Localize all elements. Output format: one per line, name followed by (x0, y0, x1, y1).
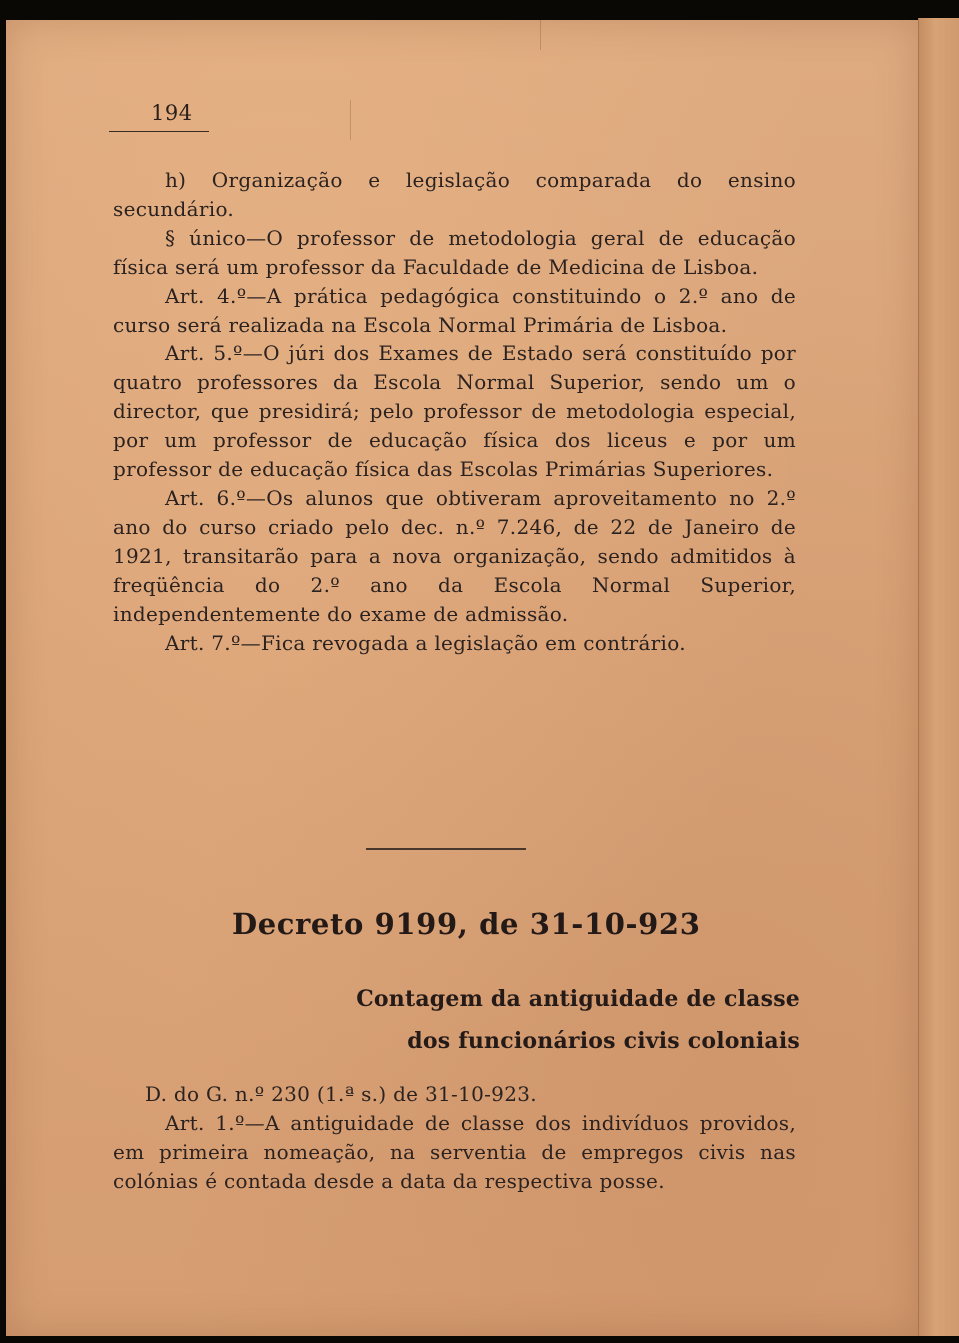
paper-crease (350, 100, 351, 140)
decree-subtitle-line-2: dos funcionários civis coloniais (407, 1028, 800, 1054)
page-number: 194 (151, 101, 193, 125)
decree-article-1: Art. 1.º—A antiguidade de classe dos indivíduos providos, em primeira nomeação, na serventia de empregos civis nas colónias é contada desde a data da respectiva posse. (113, 1110, 796, 1193)
paragraph-article-5: Art. 5.º—O júri dos Exames de Estado será constituído por quatro professores da Escola Normal Superior, sendo um o director, que presidirá; pelo professor de metodologia especial, por um professor de educação física dos liceus e por um professor de educação física das Escolas Primárias Superiores. (113, 341, 796, 482)
page-number-rule (109, 131, 209, 132)
paragraph-article-6: Art. 6.º—Os alunos que obtiveram aproveitamento no 2.º ano do curso criado pelo dec. n.º 7.246, de 22 de Janeiro de 1921, transitarão para a nova organização, sendo admitidos à freqüência do 2.º ano da Escola Normal Superior, independentemente do exame de admissão. (113, 485, 796, 626)
paragraph-item-h: h) Organização e legislação comparada do ensino secundário. (113, 168, 796, 221)
section-divider (366, 848, 526, 850)
decree-subtitle (330, 978, 800, 1062)
decree-subtitle-line-1: Contagem da antiguidade de classe (356, 986, 800, 1012)
adjacent-page-edge (918, 18, 959, 1336)
decree-body (113, 1080, 796, 1196)
decree-source: D. do G. n.º 230 (1.ª s.) de 31-10-923. (145, 1082, 537, 1106)
decree-heading: Decreto 9199, de 31-10-923 (232, 907, 701, 941)
paragraph-article-7: Art. 7.º—Fica revogada a legislação em contrário. (165, 630, 686, 655)
main-text (113, 166, 796, 657)
paper-crease (540, 20, 541, 50)
paragraph-article-4: Art. 4.º—A prática pedagógica constituindo o 2.º ano de curso será realizada na Escola Normal Primária de Lisboa. (113, 283, 796, 337)
paragraph-unique-section: § único—O professor de metodologia geral de educação física será um professor da Faculdade de Medicina de Lisboa. (113, 225, 796, 279)
